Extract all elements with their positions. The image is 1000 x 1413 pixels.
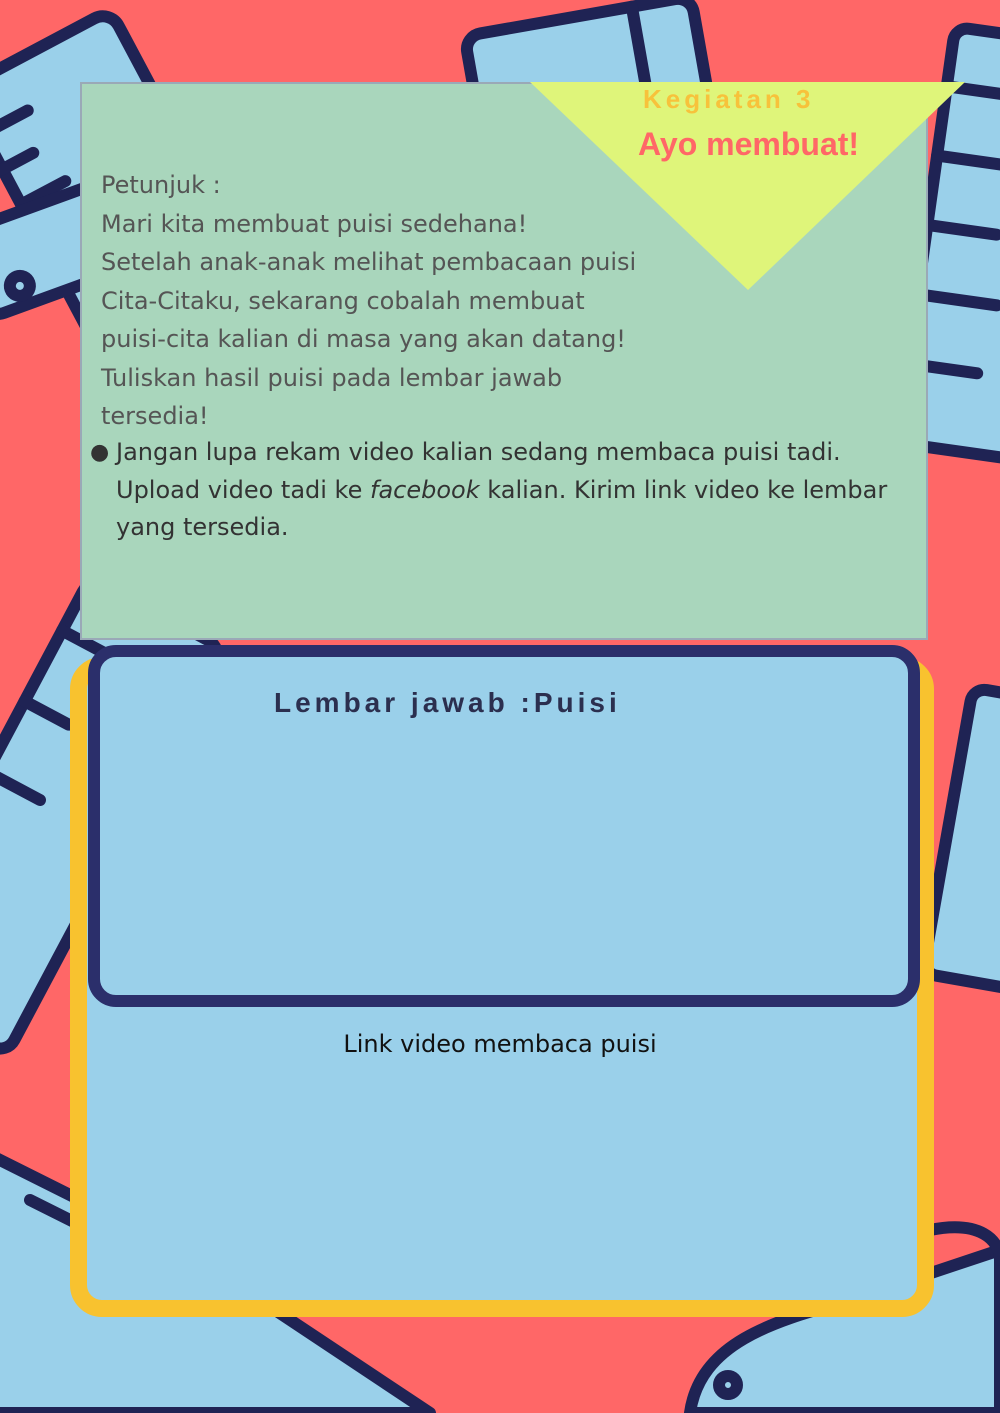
bullet-dot-icon: ● bbox=[90, 440, 110, 465]
instruction-line: puisi-cita kalian di masa yang akan datang! bbox=[101, 325, 626, 353]
instruction-line: Tuliskan hasil puisi pada lembar jawab bbox=[101, 363, 563, 392]
instruction-line: tersedia! bbox=[101, 402, 209, 430]
reminder-text: Upload video tadi ke bbox=[116, 475, 370, 504]
reminder-bullet bbox=[90, 434, 890, 547]
reminder-line: Jangan lupa rekam video kalian sedang membaca puisi tadi. bbox=[116, 438, 841, 466]
instruction-line: Mari kita membuat puisi sedehana! bbox=[101, 209, 528, 238]
instruction-heading: Petunjuk : bbox=[101, 171, 221, 199]
reminder-text: kalian. Kirim link video ke lembar bbox=[479, 475, 888, 504]
answer-sheet-title: Lembar jawab :Puisi bbox=[274, 687, 621, 718]
reminder-line bbox=[116, 472, 887, 510]
instruction-text bbox=[101, 166, 701, 436]
ruler-shape-right-middle bbox=[923, 688, 1000, 993]
facebook-emphasis: facebook bbox=[370, 475, 480, 504]
activity-tagline: Ayo membuat! bbox=[638, 126, 860, 162]
video-link-label: Link video membaca puisi bbox=[343, 1030, 657, 1058]
activity-number: Kegiatan 3 bbox=[643, 84, 815, 114]
instruction-line: Cita-Citaku, sekarang cobalah membuat bbox=[101, 286, 585, 315]
instruction-line: Setelah anak-anak melihat pembacaan puisi bbox=[101, 248, 637, 276]
reminder-line: yang tersedia. bbox=[116, 513, 289, 541]
